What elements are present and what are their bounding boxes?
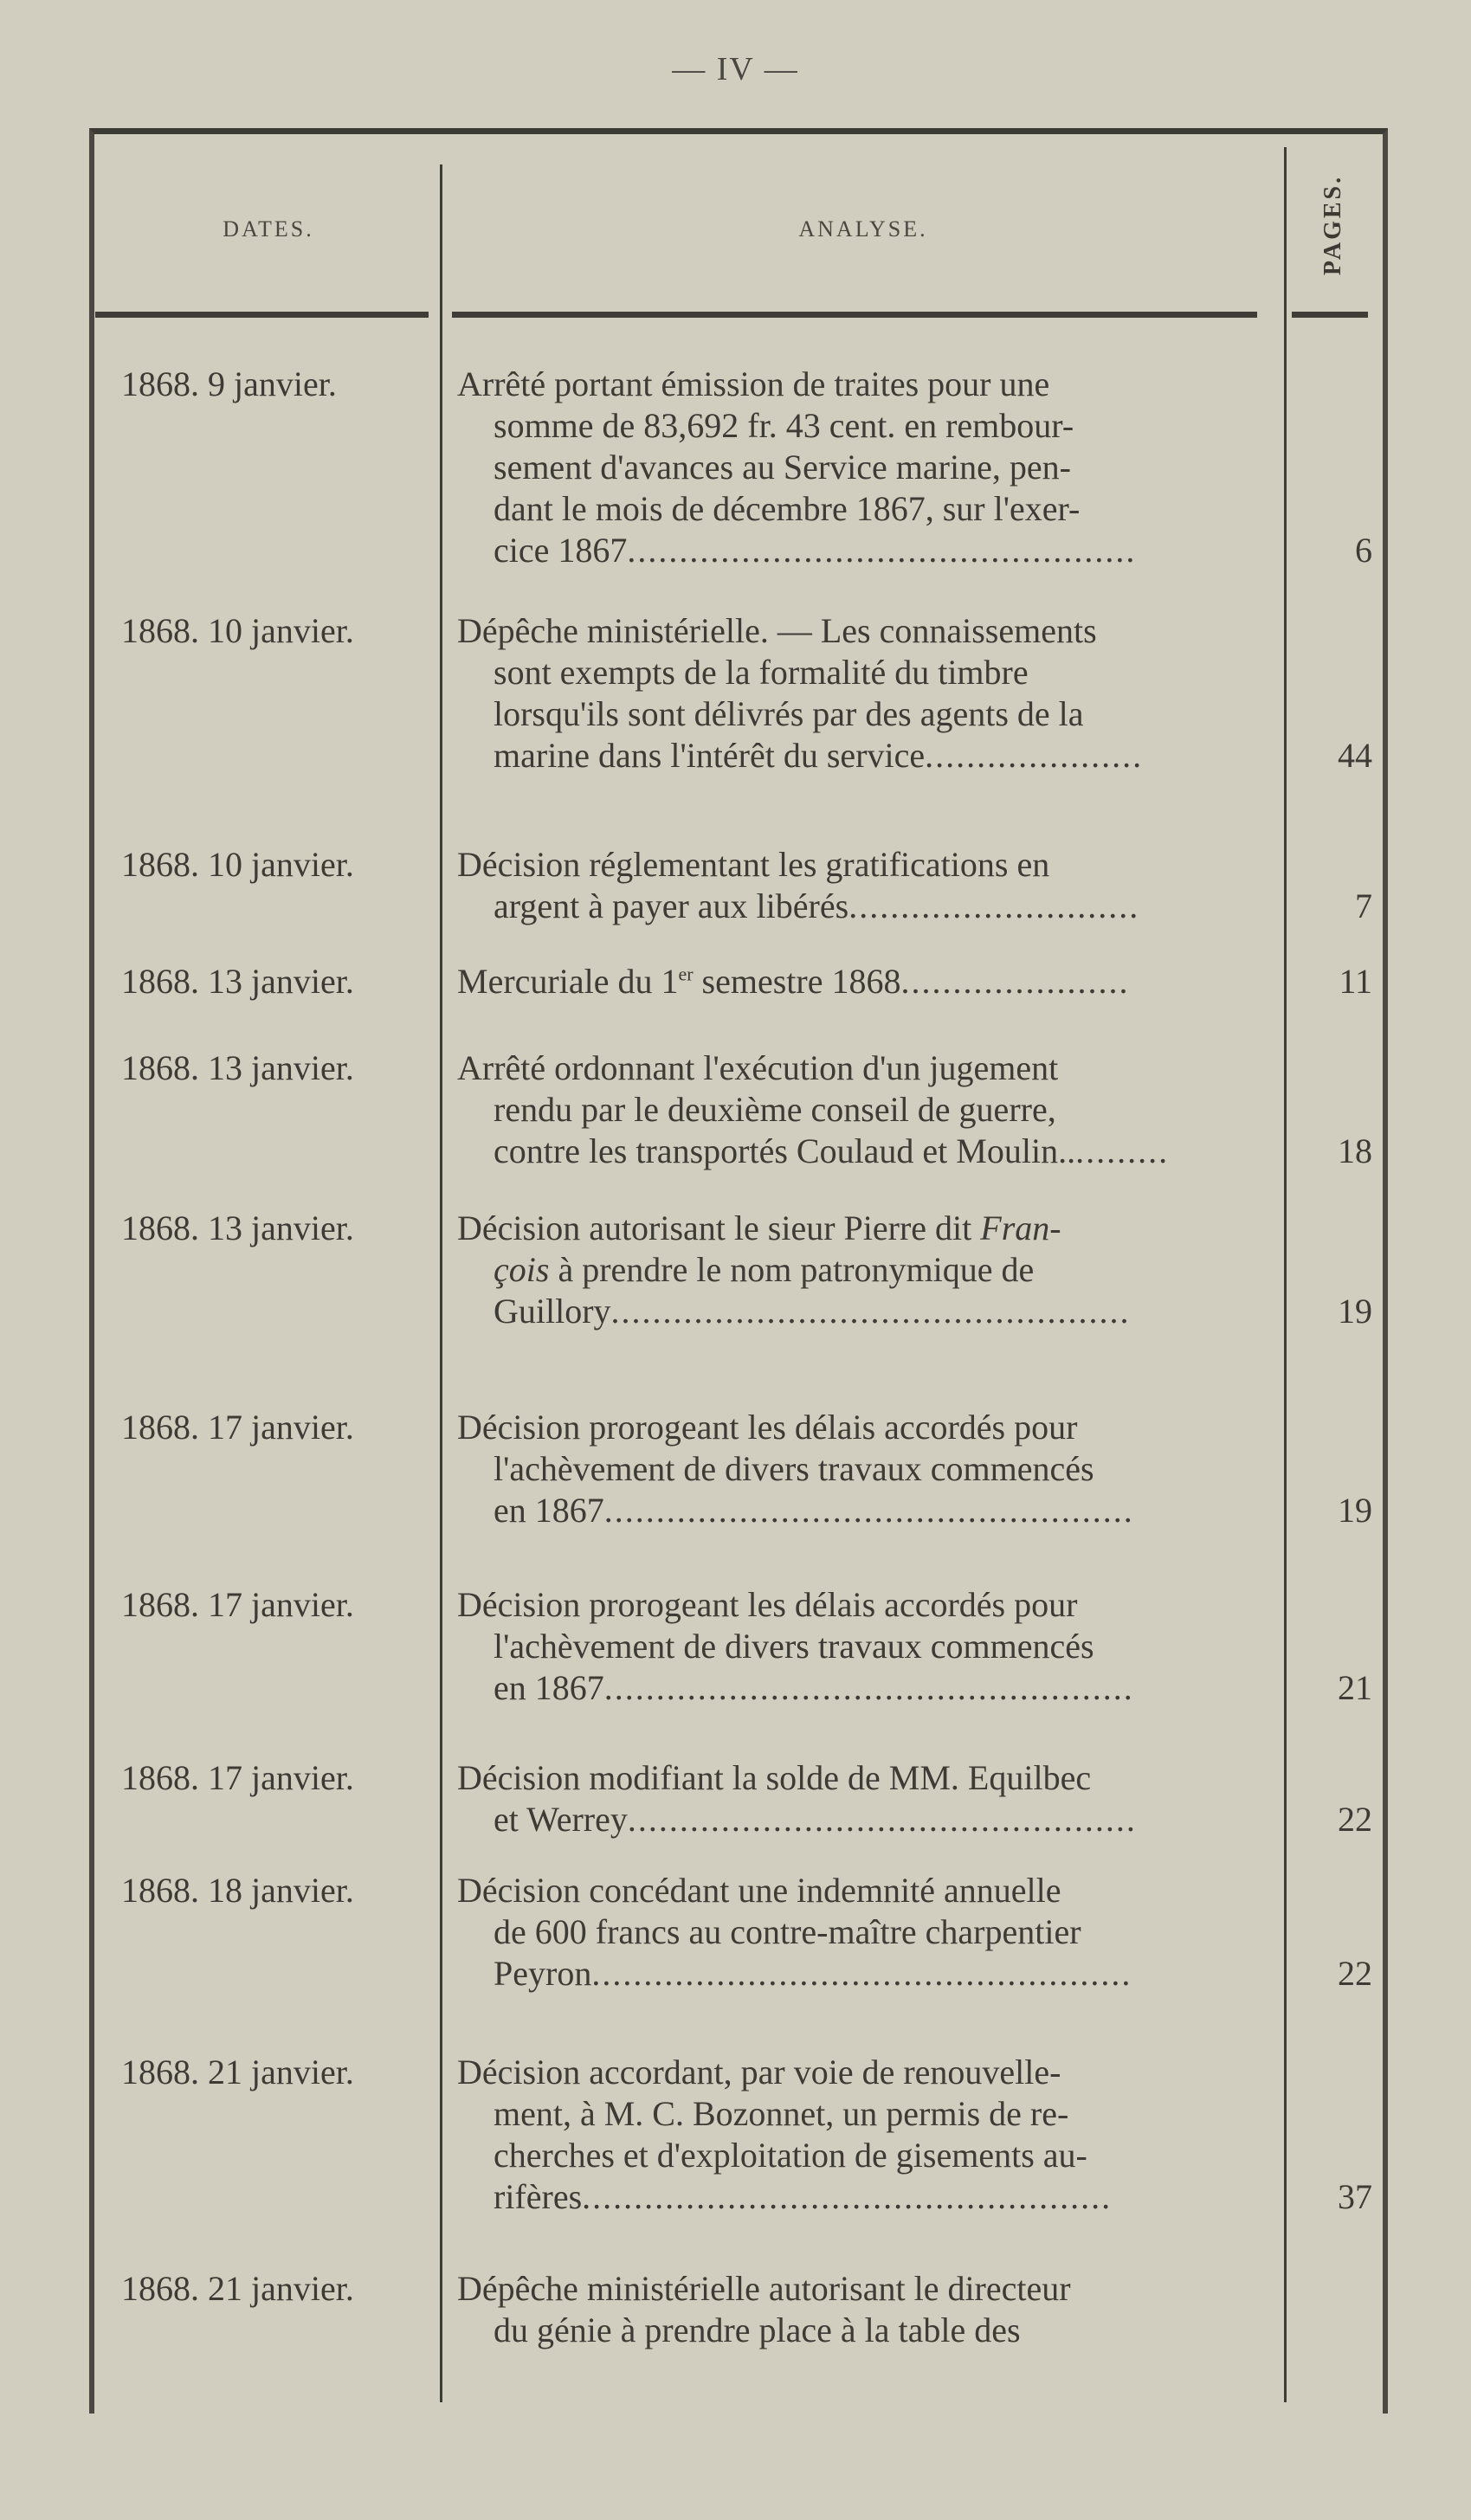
analysis-line: marine dans l'intérêt du service..................... <box>494 736 1144 775</box>
analysis-line: çois à prendre le nom patronymique de <box>494 1250 1035 1289</box>
entry-date: 1868. 17 janvier. <box>121 1408 354 1447</box>
analysis-line: en 1867................................................... <box>494 1491 1134 1530</box>
dot-leader: ............................ <box>848 886 1140 925</box>
entry-page: 22 <box>1338 1954 1372 1993</box>
analysis-line: du génie à prendre place à la table des <box>494 2311 1021 2349</box>
entry-date: 1868. 10 janvier. <box>121 845 354 884</box>
dot-leader: .................................................. <box>610 1292 1131 1331</box>
analysis-line: somme de 83,692 fr. 43 cent. en rembour- <box>494 406 1074 445</box>
entry-analysis <box>457 961 1271 1002</box>
header-rule-pages <box>1292 312 1368 318</box>
entry-analysis <box>457 1047 1271 1172</box>
entry-page: 6 <box>1355 531 1372 570</box>
analysis-line: Décision accordant, par voie de renouvelle- <box>457 2053 1061 2091</box>
header-pages-label: PAGES. <box>1319 174 1346 276</box>
analysis-line: et Werrey................................................. <box>494 1800 1137 1839</box>
column-divider-pages <box>1284 147 1287 2402</box>
column-divider-dates <box>440 164 442 2402</box>
header-rule-analyse <box>452 312 1257 318</box>
entry-page: 37 <box>1338 2177 1372 2216</box>
entry-page: 21 <box>1338 1668 1372 1707</box>
analysis-line: Guillory.................................................. <box>494 1292 1131 1331</box>
dot-leader: ................................................... <box>603 1668 1134 1707</box>
header-dates: DATES. <box>223 216 314 242</box>
analysis-line: Décision autorisant le sieur Pierre dit Fran- <box>457 1208 1061 1247</box>
analysis-line: de 600 francs au contre-maître charpentier <box>494 1912 1081 1951</box>
dot-leader: ................................................. <box>627 1800 1137 1839</box>
entry-date: 1868. 9 janvier. <box>121 364 337 403</box>
header-analyse: ANALYSE. <box>798 216 928 242</box>
dot-leader: .................................................... <box>591 1954 1132 1993</box>
entry-analysis <box>457 610 1271 777</box>
entry-analysis <box>457 364 1271 571</box>
analysis-line: rifères................................................... <box>494 2177 1113 2216</box>
entry-page: 44 <box>1338 736 1372 775</box>
analysis-line: Peyron.................................................... <box>494 1954 1132 1993</box>
analysis-line: en 1867................................................... <box>494 1668 1134 1707</box>
analysis-line: l'achèvement de divers travaux commencés <box>494 1627 1094 1666</box>
analysis-line: contre les transportés Coulaud et Moulin........... <box>494 1131 1170 1170</box>
analysis-line: Dépêche ministérielle. — Les connaissements <box>457 611 1097 650</box>
analysis-line: Décision prorogeant les délais accordés pour <box>457 1408 1078 1447</box>
analysis-line: Décision concédant une indemnité annuelle <box>457 1871 1061 1910</box>
dot-leader: ......... <box>1075 1131 1170 1170</box>
entry-date: 1868. 18 janvier. <box>121 1871 354 1910</box>
entry-analysis <box>457 1208 1271 1332</box>
analysis-line: dant le mois de décembre 1867, sur l'exer- <box>494 489 1081 528</box>
entry-page: 7 <box>1355 886 1372 925</box>
entry-analysis <box>457 844 1271 927</box>
analysis-line: sement d'avances au Service marine, pen- <box>494 448 1071 487</box>
dot-leader: ................................................. <box>627 531 1137 570</box>
entry-date: 1868. 10 janvier. <box>121 611 354 650</box>
entry-date: 1868. 13 janvier. <box>121 1208 354 1247</box>
analysis-line: Décision réglementant les gratifications en <box>457 845 1050 884</box>
analysis-line: Arrêté ordonnant l'exécution d'un jugement <box>457 1048 1059 1087</box>
header-pages <box>1290 156 1377 294</box>
analysis-line: Décision modifiant la solde de MM. Equilbec <box>457 1758 1092 1797</box>
analysis-line: sont exempts de la formalité du timbre <box>494 653 1029 692</box>
entry-page: 11 <box>1339 962 1372 1001</box>
page-number: — IV — <box>672 51 799 87</box>
entry-date: 1868. 17 janvier. <box>121 1758 354 1797</box>
analysis-line: Dépêche ministérielle autorisant le directeur <box>457 2269 1071 2308</box>
entry-analysis <box>457 1407 1271 1531</box>
analysis-line: argent à payer aux libérés............................ <box>494 886 1140 925</box>
dot-leader: ..................... <box>925 736 1144 775</box>
dot-leader: ...................... <box>900 962 1130 1001</box>
analysis-line: ment, à M. C. Bozonnet, un permis de re- <box>494 2094 1069 2133</box>
entry-date: 1868. 13 janvier. <box>121 962 354 1001</box>
entry-page: 19 <box>1338 1292 1372 1331</box>
entry-analysis <box>457 1584 1271 1709</box>
entry-analysis <box>457 2268 1271 2351</box>
entry-page: 22 <box>1338 1800 1372 1839</box>
entry-page: 19 <box>1338 1491 1372 1530</box>
dot-leader: ................................................... <box>603 1491 1134 1530</box>
entry-date: 1868. 21 janvier. <box>121 2053 354 2091</box>
header-rule-dates <box>95 312 429 318</box>
entry-date: 1868. 21 janvier. <box>121 2269 354 2308</box>
entry-page: 18 <box>1338 1131 1372 1170</box>
dot-leader: ................................................... <box>582 2177 1113 2216</box>
entry-date: 1868. 17 janvier. <box>121 1585 354 1624</box>
analysis-line: Mercuriale du 1er semestre 1868...................... <box>457 962 1130 1001</box>
entry-analysis <box>457 1870 1271 1995</box>
analysis-line: rendu par le deuxième conseil de guerre, <box>494 1090 1056 1129</box>
entry-analysis <box>457 1757 1271 1840</box>
analysis-line: l'achèvement de divers travaux commencés <box>494 1449 1094 1488</box>
analysis-line: cherches et d'exploitation de gisements au- <box>494 2136 1087 2175</box>
entry-analysis <box>457 2052 1271 2218</box>
analysis-line: Arrêté portant émission de traites pour une <box>457 364 1050 403</box>
analysis-line: cice 1867................................................. <box>494 531 1137 570</box>
analysis-line: Décision prorogeant les délais accordés pour <box>457 1585 1078 1624</box>
analysis-line: lorsqu'ils sont délivrés par des agents de la <box>494 694 1084 733</box>
entry-date: 1868. 13 janvier. <box>121 1048 354 1087</box>
